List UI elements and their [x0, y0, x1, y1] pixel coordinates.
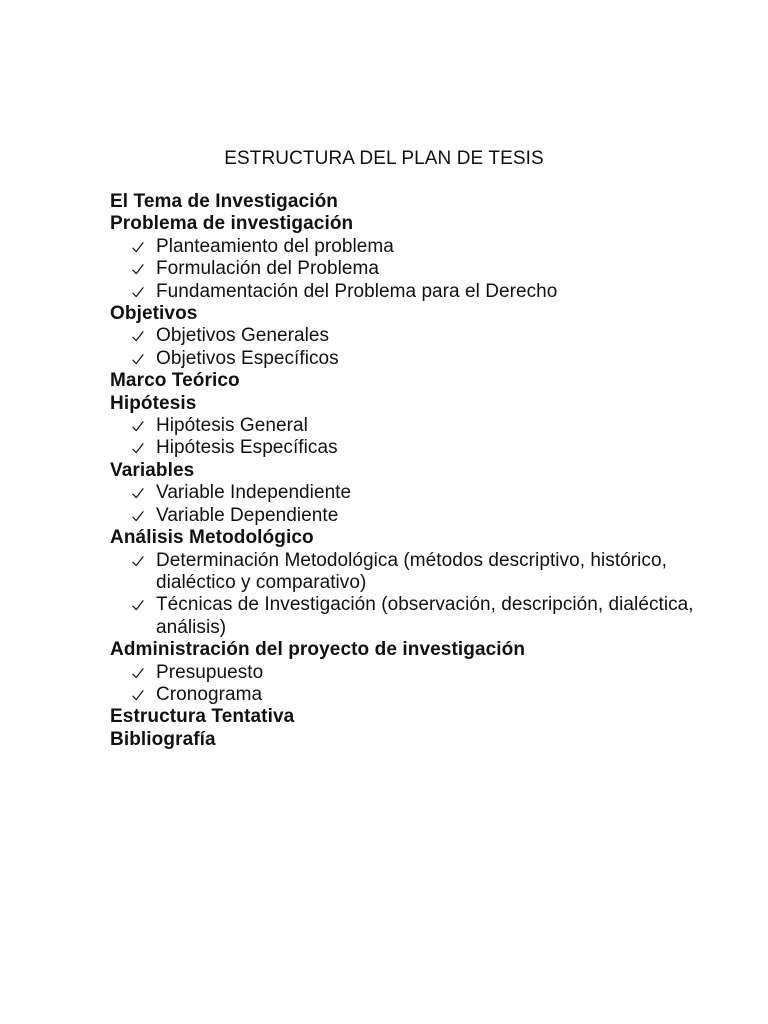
sub-item-text: Fundamentación del Problema para el Derecho [156, 280, 558, 302]
sub-item-text: Hipótesis General [156, 415, 308, 437]
outline-section [110, 213, 730, 303]
sub-item [110, 415, 730, 437]
section-heading: Variables [110, 459, 195, 481]
section-heading: El Tema de Investigación [110, 191, 339, 212]
sub-item [110, 594, 730, 639]
sub-item [110, 505, 730, 527]
sub-item-text: Cronograma [156, 683, 263, 705]
sub-item [110, 236, 730, 258]
sub-item-list [110, 550, 730, 640]
sub-item-list [110, 662, 730, 707]
sub-item [110, 281, 730, 303]
sub-item [110, 662, 730, 684]
section-heading: Marco Teórico [110, 370, 240, 392]
outline-section [110, 729, 730, 751]
section-heading: Administración del proyecto de investigación [110, 639, 526, 661]
sub-item [110, 437, 730, 459]
sub-item-text: Formulación del Problema [156, 258, 379, 280]
section-heading: Hipótesis [110, 392, 197, 414]
check-icon [132, 550, 146, 572]
outline-section [110, 303, 730, 370]
sub-item-text: Técnicas de Investigación (observación, descripción, dialéctica, análisis) [156, 594, 694, 638]
sub-item-text: Hipótesis Específicas [156, 437, 338, 459]
section-heading: Problema de investigación [110, 213, 354, 235]
outline-section [110, 191, 730, 213]
check-icon [132, 236, 146, 258]
section-heading: Bibliografía [110, 728, 216, 750]
section-heading: Objetivos [110, 303, 198, 325]
sub-item-list [110, 482, 730, 527]
outline-section [110, 527, 730, 639]
outline-list [110, 191, 730, 751]
sub-item-list [110, 325, 730, 370]
check-icon [132, 281, 146, 303]
outline-section [110, 460, 730, 527]
sub-item [110, 550, 730, 595]
sub-item-text: Variable Independiente [156, 482, 352, 504]
check-icon [132, 437, 146, 459]
sub-item-list [110, 415, 730, 460]
check-icon [132, 505, 146, 527]
check-icon [132, 325, 146, 347]
check-icon [132, 348, 146, 370]
sub-item [110, 684, 730, 706]
sub-item [110, 482, 730, 504]
sub-item-text: Objetivos Generales [156, 325, 330, 347]
check-icon [132, 662, 146, 684]
section-heading: Estructura Tentativa [110, 706, 295, 728]
sub-item [110, 325, 730, 347]
section-heading: Análisis Metodológico [110, 527, 314, 549]
outline-section [110, 393, 730, 460]
check-icon [132, 594, 146, 616]
sub-item-text: Presupuesto [156, 661, 264, 683]
check-icon [132, 684, 146, 706]
sub-item-text: Planteamiento del problema [156, 235, 394, 257]
sub-item-text: Determinación Metodológica (métodos descriptivo, histórico, dialéctico y comparativo) [156, 549, 667, 593]
sub-item [110, 258, 730, 280]
document-title: ESTRUCTURA DEL PLAN DE TESIS [224, 148, 544, 169]
sub-item-text: Variable Dependiente [156, 504, 339, 526]
outline-section [110, 370, 730, 392]
check-icon [132, 482, 146, 504]
check-icon [132, 258, 146, 280]
outline-section [110, 639, 730, 706]
outline-section [110, 706, 730, 728]
sub-item-list [110, 236, 730, 303]
sub-item-text: Objetivos Específicos [156, 347, 339, 369]
sub-item [110, 348, 730, 370]
check-icon [132, 415, 146, 437]
